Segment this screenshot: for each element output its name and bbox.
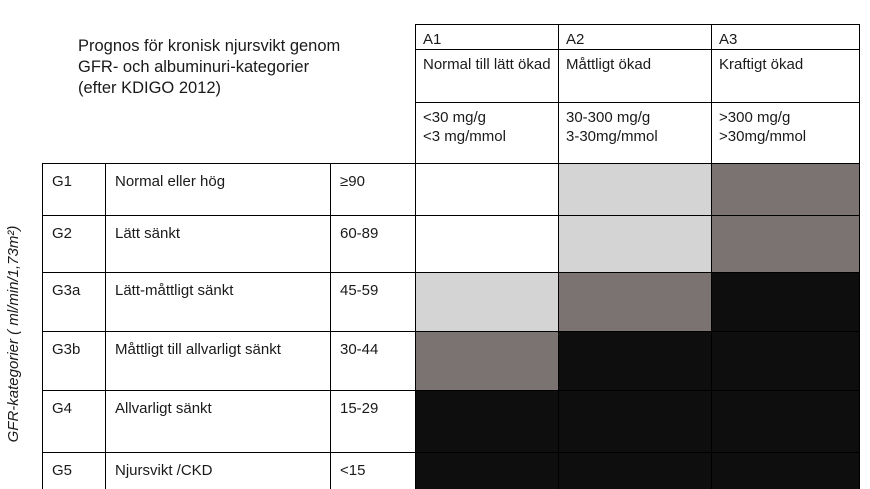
risk-cell-low bbox=[415, 163, 558, 215]
gfr-code-cell: G3a bbox=[42, 272, 105, 331]
risk-cell-very-high bbox=[558, 331, 711, 390]
risk-cell-very-high bbox=[415, 390, 558, 452]
risk-cell-high bbox=[415, 331, 558, 390]
risk-cell-moderate bbox=[558, 163, 711, 215]
gfr-description-cell: Normal eller hög bbox=[105, 163, 330, 215]
title-line-3: (efter KDIGO 2012) bbox=[78, 79, 222, 97]
albuminuria-range-a2 bbox=[558, 102, 711, 163]
chart-title bbox=[78, 36, 378, 99]
albuminuria-code-a2: A2 bbox=[558, 24, 711, 49]
albuminuria-range-a3-line1: >300 mg/g bbox=[719, 109, 791, 126]
risk-cell-high bbox=[711, 163, 860, 215]
albuminuria-range-a3 bbox=[711, 102, 860, 163]
gfr-range-cell: 15-29 bbox=[330, 390, 415, 452]
title-line-1: Prognos för kronisk njursvikt genom bbox=[78, 37, 341, 55]
gfr-description-cell: Måttligt till allvarligt sänkt bbox=[105, 331, 330, 390]
albuminuria-desc-a1: Normal till lätt ökad bbox=[415, 49, 558, 102]
gfr-range-cell: <15 bbox=[330, 452, 415, 489]
gfr-code-cell: G4 bbox=[42, 390, 105, 452]
risk-cell-very-high bbox=[711, 390, 860, 452]
albuminuria-range-a2-line1: 30-300 mg/g bbox=[566, 109, 651, 126]
risk-cell-high bbox=[558, 272, 711, 331]
albuminuria-range-a1 bbox=[415, 102, 558, 163]
gfr-description-cell: Njursvikt /CKD bbox=[105, 452, 330, 489]
gfr-range-cell: 45-59 bbox=[330, 272, 415, 331]
gfr-description-cell: Lätt-måttligt sänkt bbox=[105, 272, 330, 331]
risk-cell-very-high bbox=[415, 452, 558, 489]
risk-cell-moderate bbox=[415, 272, 558, 331]
gfr-code-cell: G5 bbox=[42, 452, 105, 489]
albuminuria-range-a1-line1: <30 mg/g bbox=[423, 109, 486, 126]
risk-cell-very-high bbox=[711, 272, 860, 331]
gfr-range-cell: ≥90 bbox=[330, 163, 415, 215]
grid-right-border bbox=[859, 163, 860, 489]
risk-cell-very-high bbox=[711, 452, 860, 489]
risk-cell-high bbox=[711, 215, 860, 272]
risk-cell-very-high bbox=[711, 331, 860, 390]
gfr-code-cell: G2 bbox=[42, 215, 105, 272]
gfr-range-cell: 30-44 bbox=[330, 331, 415, 390]
albuminuria-code-a1: A1 bbox=[415, 24, 558, 49]
risk-cell-moderate bbox=[558, 215, 711, 272]
gfr-description-cell: Lätt sänkt bbox=[105, 215, 330, 272]
risk-cell-very-high bbox=[558, 452, 711, 489]
gfr-axis-label: GFR-kategorier ( ml/min/1,73m²) bbox=[5, 225, 22, 443]
gfr-description-cell: Allvarligt sänkt bbox=[105, 390, 330, 452]
albuminuria-range-a2-line2: 3-30mg/mmol bbox=[566, 128, 658, 145]
albuminuria-range-a3-line2: >30mg/mmol bbox=[719, 128, 807, 145]
risk-cell-very-high bbox=[558, 390, 711, 452]
albuminuria-range-a1-line2: <3 mg/mmol bbox=[423, 128, 506, 145]
albuminuria-desc-a3: Kraftigt ökad bbox=[711, 49, 860, 102]
title-line-2: GFR- och albuminuri-kategorier bbox=[78, 58, 310, 76]
risk-cell-low bbox=[415, 215, 558, 272]
gfr-code-cell: G3b bbox=[42, 331, 105, 390]
gfr-range-cell: 60-89 bbox=[330, 215, 415, 272]
albuminuria-desc-a2: Måttligt ökad bbox=[558, 49, 711, 102]
albuminuria-code-a3: A3 bbox=[711, 24, 860, 49]
header-right-border bbox=[859, 24, 860, 163]
gfr-code-cell: G1 bbox=[42, 163, 105, 215]
